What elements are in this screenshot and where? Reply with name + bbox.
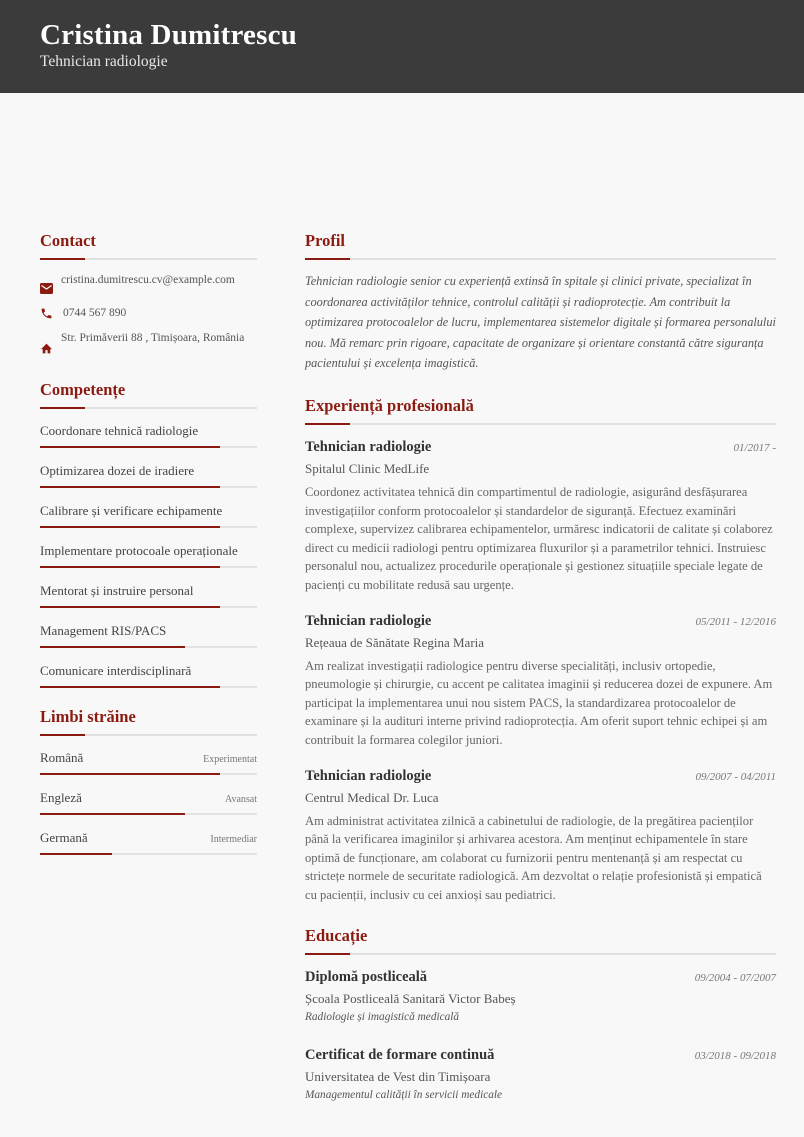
field-of-study: Managementul calității în servicii medicale: [305, 1089, 503, 1102]
address-text: Str. Primăverii 88 , Timișoara, România: [61, 332, 245, 344]
email-link[interactable]: cristina.dumitrescu.cv@example.com: [61, 274, 235, 286]
skill-item: [40, 655, 257, 688]
language-item: [40, 782, 257, 815]
profile-section: [305, 231, 776, 374]
envelope-icon: [40, 280, 56, 297]
skill-level-bar: [40, 486, 257, 488]
education-entry: [305, 1045, 776, 1101]
language-item: [40, 742, 257, 775]
section-title: Experiență profesională: [305, 395, 474, 415]
skill-level-bar: [40, 686, 257, 688]
phone-number[interactable]: 0744 567 890: [63, 307, 127, 319]
employer: Rețeaua de Sănătate Regina Maria: [305, 634, 485, 650]
experience-section: [305, 396, 776, 905]
degree-title: Diplomă postliceală: [305, 969, 428, 986]
skill-item: [40, 495, 257, 528]
skill-label: Comunicare interdisciplinară: [40, 663, 192, 678]
skill-level-bar: [40, 566, 257, 568]
skill-label: Coordonare tehnică radiologie: [40, 423, 199, 438]
job-title: Tehnician radiologie: [305, 612, 432, 629]
language-level-fill: [40, 773, 220, 775]
skill-label: Optimizarea dozei de iradiere: [40, 463, 195, 478]
institution: Universitatea de Vest din Timișoara: [305, 1069, 491, 1085]
profile-summary: Tehnician radiologie senior cu experiență extinsă în spitale și clinici private, specializat în coordonarea activităților tehnice, controlul calității și radioprotecție. Am contribuit la optimizarea protocoalelor de lucru, implementarea sistemelor digitale și formarea personalului nou. Mă remarc prin rigoare, capacitate de organizare și orientare constantă către siguranța pacientului și excelența imagistică.: [305, 274, 776, 371]
skills-section: [40, 380, 257, 688]
languages-list: [40, 742, 257, 855]
institution: Școala Postliceală Sanitară Victor Babeș: [305, 991, 516, 1007]
skill-label: Mentorat și instruire personal: [40, 583, 194, 598]
section-title: Contact: [40, 231, 96, 250]
skill-label: Management RIS/PACS: [40, 623, 167, 638]
language-level: Experimentat: [203, 754, 257, 765]
resume-header: [0, 0, 804, 93]
skill-level-fill: [40, 606, 220, 608]
language-level: Avansat: [224, 794, 257, 805]
section-divider: [40, 258, 257, 260]
language-item: [40, 822, 257, 855]
skill-item: [40, 455, 257, 488]
language-level: Intermediar: [210, 834, 257, 845]
skill-level-bar: [40, 446, 257, 448]
skill-label: Implementare protocoale operaționale: [40, 543, 238, 558]
skill-level-bar: [40, 646, 257, 648]
job-description: Am realizat investigații radiologice pentru diverse specialități, inclusiv ortopedie, pneumologie și chirurgie, cu accent pe calitatea imaginii și reducerea dozei de expunere. Am participat la implementarea unui nou sistem PACS, la standardizarea protocoalelor de examinare și la audituri interne privind radioprotecția. Am oferit suport tehnic echipei și am contribuit la formarea colegilor juniori.: [305, 658, 773, 747]
job-title: Tehnician radiologie: [305, 438, 432, 455]
education-section: [305, 926, 776, 1101]
skill-item: [40, 535, 257, 568]
skill-level-bar: [40, 606, 257, 608]
section-title: Limbi străine: [40, 707, 136, 726]
home-icon: [40, 339, 56, 356]
section-divider: [305, 423, 776, 425]
skill-item: [40, 615, 257, 648]
language-name: Germană: [40, 830, 88, 845]
languages-section: [40, 707, 257, 855]
degree-title: Certificat de formare continuă: [305, 1047, 495, 1064]
section-divider: [40, 734, 257, 736]
contact-section: [40, 231, 257, 356]
section-title: Educație: [305, 926, 368, 946]
job-dates: 09/2007 - 04/2011: [695, 770, 776, 783]
language-name: Română: [40, 750, 84, 765]
language-level-fill: [40, 853, 112, 855]
contact-phone: [40, 305, 257, 322]
job-description: Am administrat activitatea zilnică a cabinetului de radiologie, de la pregătirea pacienților până la verificarea imaginilor și arhivarea acestora. Am menținut echipamentele în stare optimă de funcționare, am colaborat cu furnizorii pentru mentenanță și am respectat cu strictețe normele de securitate radiologică. Am dezvoltat o relație profesionistă și empatică cu pacienții, inclusiv cu cei anxioși sau pediatrici.: [305, 813, 762, 902]
skill-level-bar: [40, 526, 257, 528]
skill-level-fill: [40, 686, 220, 688]
candidate-name: Cristina Dumitrescu: [40, 19, 297, 51]
education-dates: 09/2004 - 07/2007: [694, 972, 776, 985]
sidebar: [40, 231, 257, 862]
employer: Spitalul Clinic MedLife: [305, 460, 430, 476]
language-level-fill: [40, 813, 185, 815]
section-title: Profil: [305, 231, 346, 250]
skill-level-fill: [40, 646, 185, 648]
candidate-title: Tehnician radiologie: [40, 53, 168, 70]
section-title: Competențe: [40, 380, 126, 399]
skills-list: [40, 415, 257, 688]
skill-label: Calibrare și verificare echipamente: [40, 503, 223, 518]
job-dates: 05/2011 - 12/2016: [695, 615, 776, 628]
job-dates: 01/2017 -: [733, 441, 776, 454]
language-level-bar: [40, 773, 257, 775]
skill-level-fill: [40, 526, 220, 528]
section-divider: [40, 407, 257, 409]
language-level-bar: [40, 813, 257, 815]
job-description: Coordonez activitatea tehnică din compartimentul de radiologie, asigurând desfășurarea investigațiilor conform protocoalelor și standardelor de siguranță. Efectuez examinări complexe, supervizez calibrarea echipamentelor, urmăresc indicatorii de calitate și colaborez direct cu medicii radiologi pentru optimizarea fluxurilor și a parametrilor tehnici. Instruiesc personalul nou, actualizez procedurile operaționale și gestionez situațiile speciale legate de pacienți cu mobilitate redusă sau urgențe.: [305, 484, 773, 592]
education-entry: [305, 967, 776, 1023]
main-column: [305, 231, 776, 1101]
skill-level-fill: [40, 486, 220, 488]
skill-level-fill: [40, 566, 220, 568]
section-divider: [305, 953, 776, 955]
language-level-bar: [40, 853, 257, 855]
experience-entry: [305, 437, 776, 595]
field-of-study: Radiologie și imagistică medicală: [305, 1011, 460, 1024]
language-name: Engleză: [40, 790, 82, 805]
contact-email: [40, 272, 257, 297]
skill-item: [40, 575, 257, 608]
section-divider: [305, 258, 776, 260]
phone-icon: [40, 305, 56, 322]
job-title: Tehnician radiologie: [305, 767, 432, 784]
skill-level-fill: [40, 446, 220, 448]
contact-address: [40, 330, 257, 356]
employer: Centrul Medical Dr. Luca: [305, 789, 439, 805]
skill-item: [40, 415, 257, 448]
education-dates: 03/2018 - 09/2018: [694, 1050, 776, 1063]
experience-entry: [305, 611, 776, 750]
experience-entry: [305, 766, 776, 905]
